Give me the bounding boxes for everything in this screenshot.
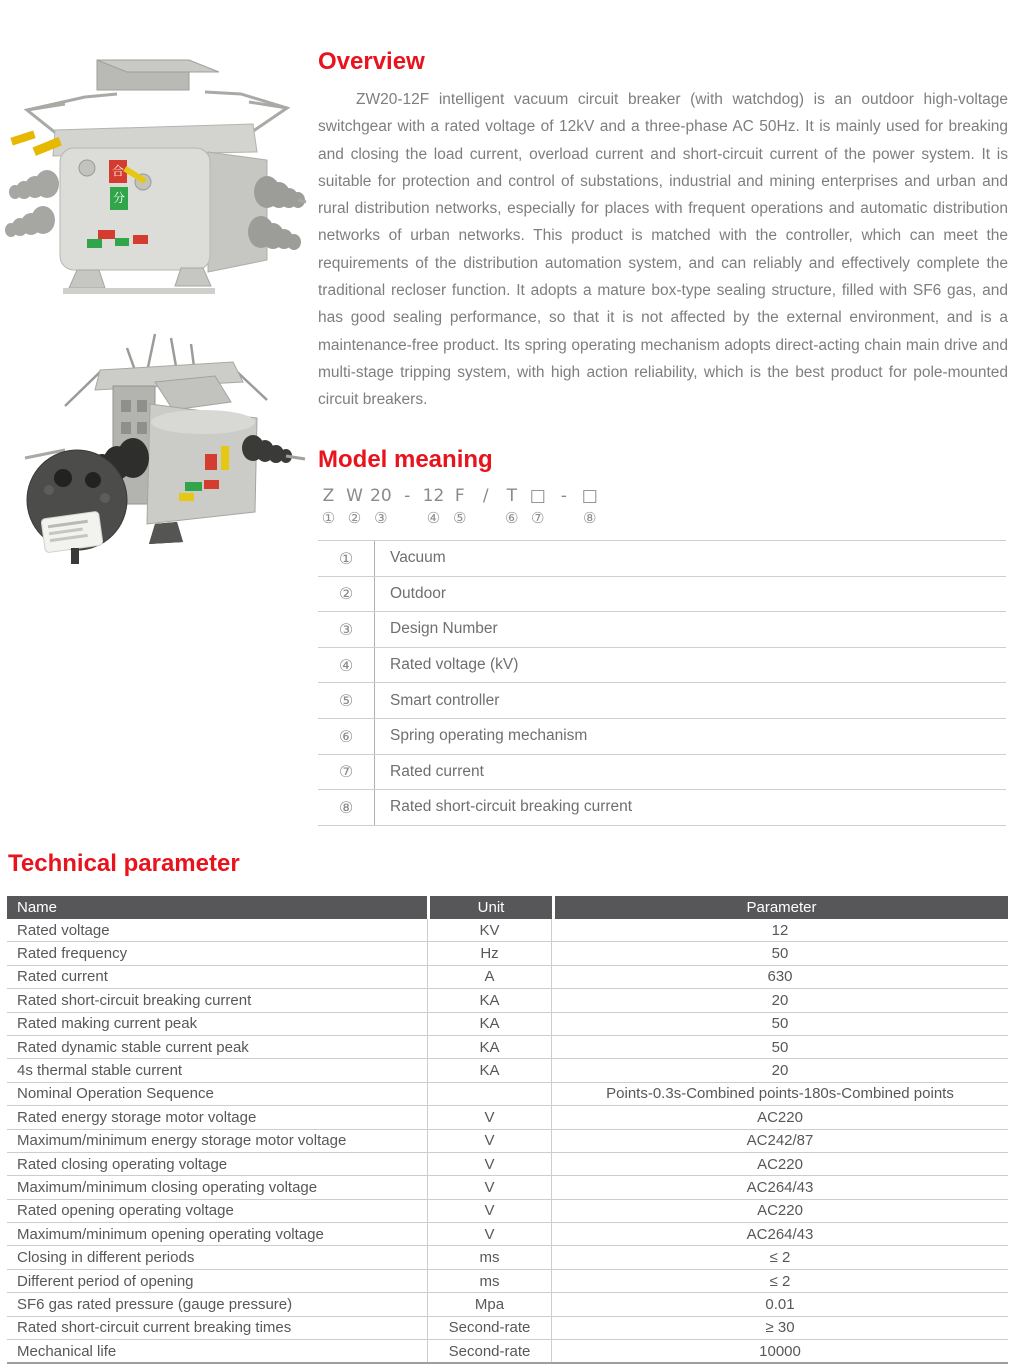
code-number: ⑤ (453, 509, 467, 527)
param-value: AC264/43 (746, 1225, 814, 1243)
close-label: 合 (111, 164, 125, 178)
model-code-item (449, 486, 470, 529)
param-unit: V (427, 1106, 552, 1128)
param-value: 0.01 (765, 1295, 795, 1313)
breaker-illustration-2 (5, 330, 307, 570)
model-row-number: ① (318, 541, 375, 576)
param-value: AC220 (757, 1108, 803, 1126)
param-unit: ms (427, 1270, 552, 1292)
param-unit (427, 1083, 552, 1105)
table-row (7, 1036, 1008, 1059)
table-row (7, 1059, 1008, 1082)
model-row-label: Spring operating mechanism (390, 727, 588, 745)
code-char: - (404, 486, 411, 506)
param-name: Mechanical life (17, 1342, 117, 1360)
breaker-illustration-1 (5, 42, 307, 300)
param-unit: Second-rate (427, 1340, 552, 1362)
code-char: F (454, 486, 465, 506)
code-char: □ (581, 486, 598, 506)
product-photo-breaker-front (5, 42, 307, 305)
param-unit: V (427, 1200, 552, 1222)
param-value: 50 (771, 1015, 789, 1033)
param-name: Closing in different periods (17, 1249, 195, 1267)
model-code-item (397, 486, 418, 529)
table-row (7, 1270, 1008, 1293)
param-value: AC242/87 (746, 1132, 814, 1150)
table-row (7, 1317, 1008, 1340)
param-name: Maximum/minimum opening operating voltage (17, 1225, 324, 1243)
technical-parameter-table (7, 896, 1008, 1364)
code-number: ⑧ (583, 509, 597, 527)
model-row-label: Design Number (390, 620, 498, 638)
param-name: Rated current (17, 968, 108, 986)
param-value: AC264/43 (746, 1178, 814, 1196)
code-number: ⑦ (531, 509, 545, 527)
header-name: Name (7, 896, 427, 919)
code-number: ⑥ (505, 509, 519, 527)
model-code-item (553, 486, 574, 529)
param-value: AC220 (757, 1155, 803, 1173)
model-meaning-heading: Model meaning (318, 446, 493, 473)
param-name: SF6 gas rated pressure (gauge pressure) (17, 1295, 293, 1313)
param-name: Nominal Operation Sequence (17, 1085, 214, 1103)
model-row (318, 719, 1006, 755)
model-row (318, 612, 1006, 648)
param-name: Rated short-circuit breaking current (17, 991, 252, 1009)
param-name: Rated opening operating voltage (17, 1202, 234, 1220)
param-unit: V (427, 1153, 552, 1175)
model-row-number: ⑤ (318, 683, 375, 718)
table-row (7, 1013, 1008, 1036)
model-row (318, 755, 1006, 791)
model-code-item (475, 486, 496, 529)
param-unit: KA (427, 1059, 552, 1081)
model-meaning-table (318, 540, 1006, 826)
table-row (7, 1106, 1008, 1129)
model-code-item (579, 486, 600, 529)
table-row (7, 1176, 1008, 1199)
table-header-row (7, 896, 1008, 919)
param-value: ≤ 2 (769, 1249, 791, 1267)
param-name: Maximum/minimum closing operating voltage (17, 1178, 318, 1196)
code-char: W (346, 486, 363, 506)
model-code-item (423, 486, 445, 529)
header-parameter: Parameter (552, 896, 1008, 919)
param-unit: Hz (427, 942, 552, 964)
table-row (7, 942, 1008, 965)
model-row-label: Vacuum (390, 549, 446, 567)
model-code-item (501, 486, 522, 529)
param-value: ≥ 30 (765, 1319, 795, 1337)
model-row (318, 790, 1006, 826)
param-name: Different period of opening (17, 1272, 194, 1290)
param-unit: A (427, 966, 552, 988)
table-row (7, 1083, 1008, 1106)
param-value: 12 (771, 921, 789, 939)
table-row (7, 1246, 1008, 1269)
param-name: Rated energy storage motor voltage (17, 1108, 257, 1126)
code-char: T (506, 486, 517, 506)
param-name: Rated frequency (17, 945, 128, 963)
code-number: ① (321, 509, 336, 527)
table-row (7, 1200, 1008, 1223)
table-row (7, 1223, 1008, 1246)
model-row-label: Smart controller (390, 691, 500, 709)
param-name: Rated dynamic stable current peak (17, 1038, 249, 1056)
param-name: Rated closing operating voltage (17, 1155, 228, 1173)
param-value: 20 (771, 1062, 789, 1080)
table-row (7, 1153, 1008, 1176)
model-row-number: ② (318, 577, 375, 612)
code-number: ④ (426, 509, 441, 527)
param-name: Rated voltage (17, 921, 110, 939)
table-row (7, 919, 1008, 942)
table-row (7, 989, 1008, 1012)
code-char: 20 (370, 486, 392, 506)
param-unit: KA (427, 989, 552, 1011)
param-value: ≤ 2 (769, 1272, 791, 1290)
code-number: ② (347, 509, 362, 527)
model-row-label: Rated short-circuit breaking current (390, 798, 633, 816)
param-value: 20 (771, 991, 789, 1009)
model-row (318, 577, 1006, 613)
param-value: 50 (771, 945, 789, 963)
code-char: □ (529, 486, 546, 506)
model-row-label: Rated voltage (kV) (390, 656, 519, 674)
table-row (7, 1340, 1008, 1362)
model-row-number: ④ (318, 648, 375, 683)
model-row (318, 541, 1006, 577)
model-code-item (370, 486, 392, 529)
param-name: 4s thermal stable current (17, 1062, 183, 1080)
model-row-number: ⑦ (318, 755, 375, 790)
param-value: 10000 (759, 1342, 801, 1360)
code-char: / (482, 486, 489, 506)
model-row-number: ③ (318, 612, 375, 647)
param-unit: Second-rate (427, 1317, 552, 1339)
code-char: 12 (422, 486, 445, 506)
code-char: - (560, 486, 567, 506)
technical-parameter-heading: Technical parameter (8, 850, 240, 877)
code-char: Z (322, 486, 335, 506)
table-row (7, 966, 1008, 989)
header-unit: Unit (427, 896, 552, 919)
model-row (318, 683, 1006, 719)
model-row-number: ⑧ (318, 790, 375, 825)
model-row-number: ⑥ (318, 719, 375, 754)
param-unit: V (427, 1223, 552, 1245)
param-unit: V (427, 1130, 552, 1152)
param-value: 630 (767, 968, 793, 986)
model-code-item (318, 486, 339, 529)
param-name: Rated making current peak (17, 1015, 198, 1033)
param-name: Rated short-circuit current breaking times (17, 1319, 292, 1337)
param-value: Points-0.3s-Combined points-180s-Combined points (606, 1085, 954, 1103)
open-label: 分 (112, 191, 126, 205)
param-unit: KV (427, 919, 552, 941)
param-unit: ms (427, 1246, 552, 1268)
param-value: AC220 (757, 1202, 803, 1220)
param-unit: V (427, 1176, 552, 1198)
table-row (7, 1130, 1008, 1153)
param-unit: KA (427, 1013, 552, 1035)
table-row (7, 1293, 1008, 1316)
param-value: 50 (771, 1038, 789, 1056)
model-code-item (344, 486, 365, 529)
model-row-label: Rated current (390, 762, 484, 780)
param-name: Maximum/minimum energy storage motor voltage (17, 1132, 347, 1150)
model-code (318, 486, 605, 529)
overview-paragraph: ZW20-12F intelligent vacuum circuit breaker (with watchdog) is an outdoor high-voltage switchgear with a rated voltage of 12kV and a three-phase AC 50Hz. It is mainly used for breaking and closing the load current, overload current and short-circuit current of the power system. It is suitable for protection and control of substations, industrial and mining enterprises and urban and rural distribution networks, especially for places with frequent operations and automatic distribution networks of urban networks. This product is matched with the controller, which can meet the requirements of the distribution automation system, and can reliably and effectively complete the traditional recloser function. It adopts a mature box-type sealing structure, filled with SF6 gas, and has good sealing performance, so that it is not affected by the external environment, and is a maintenance-free product. Its spring operating mechanism adopts direct-acting chain main drive and multi-stage tripping system, with high action reliability, which is the best product for pole-mounted circuit breakers. (318, 91, 1008, 409)
model-row (318, 648, 1006, 684)
param-unit: KA (427, 1036, 552, 1058)
overview-heading: Overview (318, 48, 425, 75)
param-unit: Mpa (427, 1293, 552, 1315)
model-row-label: Outdoor (390, 584, 447, 602)
model-code-item (527, 486, 548, 529)
product-photo-breaker-with-controller (5, 330, 307, 575)
code-number: ③ (374, 509, 388, 527)
